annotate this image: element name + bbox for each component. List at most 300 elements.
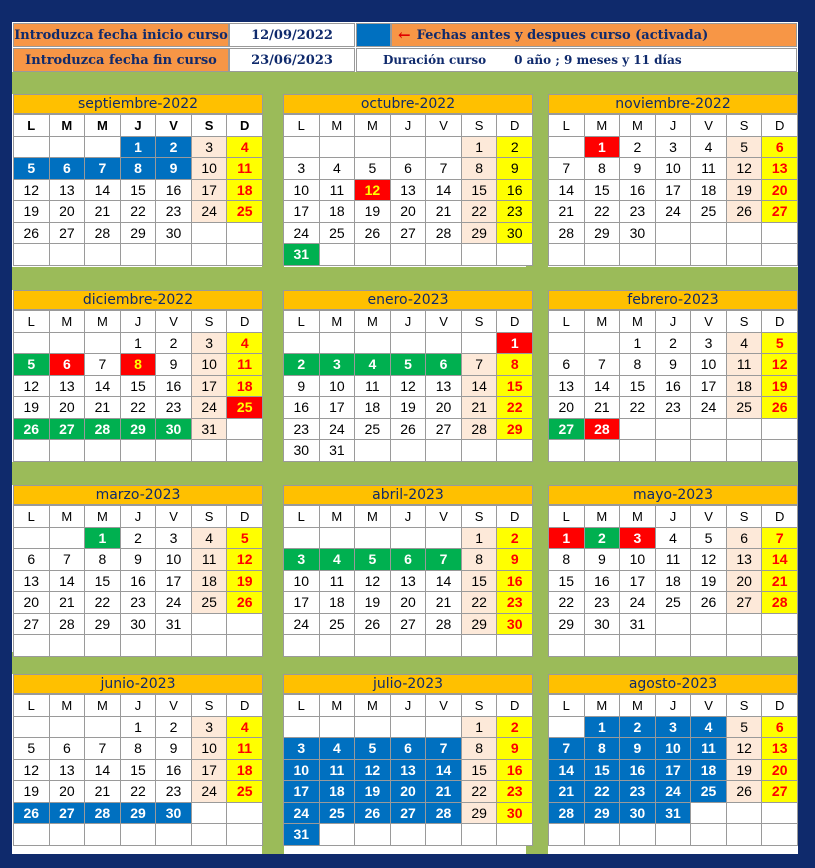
day-cell[interactable]: 21 — [549, 201, 585, 223]
day-cell[interactable]: 18 — [192, 571, 228, 593]
day-cell[interactable]: 19 — [391, 397, 427, 419]
day-cell[interactable]: 7 — [426, 158, 462, 180]
day-cell[interactable]: 12 — [691, 549, 727, 571]
day-cell[interactable]: 28 — [50, 614, 86, 636]
day-cell[interactable]: 8 — [121, 158, 157, 180]
day-cell[interactable]: 15 — [462, 571, 498, 593]
day-cell[interactable]: 28 — [549, 803, 585, 825]
day-cell[interactable]: 10 — [691, 354, 727, 376]
day-cell[interactable]: 3 — [156, 528, 192, 550]
day-cell[interactable]: 23 — [497, 201, 533, 223]
day-cell[interactable]: 22 — [462, 201, 498, 223]
day-cell[interactable]: 27 — [426, 419, 462, 441]
day-cell[interactable]: 4 — [320, 549, 356, 571]
day-cell[interactable]: 30 — [497, 614, 533, 636]
day-cell[interactable]: 5 — [727, 717, 763, 739]
day-cell[interactable]: 29 — [497, 419, 533, 441]
day-cell[interactable]: 27 — [549, 419, 585, 441]
day-cell[interactable]: 24 — [691, 397, 727, 419]
day-cell[interactable]: 28 — [85, 419, 121, 441]
day-cell[interactable]: 6 — [50, 158, 86, 180]
day-cell[interactable]: 3 — [656, 717, 692, 739]
day-cell[interactable]: 12 — [355, 760, 391, 782]
day-cell[interactable]: 4 — [320, 158, 356, 180]
day-cell[interactable]: 25 — [227, 397, 263, 419]
day-cell[interactable]: 1 — [620, 333, 656, 355]
day-cell[interactable]: 11 — [691, 158, 727, 180]
day-cell[interactable]: 7 — [549, 158, 585, 180]
day-cell[interactable]: 26 — [14, 223, 50, 245]
day-cell[interactable]: 18 — [320, 592, 356, 614]
day-cell[interactable]: 17 — [284, 592, 320, 614]
day-cell[interactable]: 2 — [497, 137, 533, 159]
day-cell[interactable]: 27 — [50, 223, 86, 245]
day-cell[interactable]: 25 — [192, 592, 228, 614]
day-cell[interactable]: 20 — [727, 571, 763, 593]
day-cell[interactable]: 23 — [156, 201, 192, 223]
day-cell[interactable]: 13 — [762, 738, 798, 760]
day-cell[interactable]: 18 — [227, 760, 263, 782]
day-cell[interactable]: 17 — [192, 180, 228, 202]
day-cell[interactable]: 28 — [585, 419, 621, 441]
day-cell[interactable]: 19 — [762, 376, 798, 398]
day-cell[interactable]: 9 — [585, 549, 621, 571]
day-cell[interactable]: 25 — [227, 201, 263, 223]
day-cell[interactable]: 1 — [585, 137, 621, 159]
day-cell[interactable]: 16 — [156, 760, 192, 782]
day-cell[interactable]: 26 — [391, 419, 427, 441]
day-cell[interactable]: 15 — [462, 180, 498, 202]
day-cell[interactable]: 20 — [762, 760, 798, 782]
day-cell[interactable]: 26 — [227, 592, 263, 614]
day-cell[interactable]: 18 — [691, 760, 727, 782]
day-cell[interactable]: 12 — [14, 760, 50, 782]
day-cell[interactable]: 18 — [355, 397, 391, 419]
day-cell[interactable]: 14 — [85, 376, 121, 398]
day-cell[interactable]: 2 — [585, 528, 621, 550]
day-cell[interactable]: 2 — [156, 137, 192, 159]
day-cell[interactable]: 12 — [391, 376, 427, 398]
day-cell[interactable]: 15 — [620, 376, 656, 398]
day-cell[interactable]: 27 — [762, 201, 798, 223]
day-cell[interactable]: 23 — [156, 397, 192, 419]
day-cell[interactable]: 30 — [620, 223, 656, 245]
day-cell[interactable]: 5 — [355, 549, 391, 571]
day-cell[interactable]: 18 — [656, 571, 692, 593]
day-cell[interactable]: 17 — [284, 201, 320, 223]
day-cell[interactable]: 21 — [549, 781, 585, 803]
day-cell[interactable]: 23 — [156, 781, 192, 803]
day-cell[interactable]: 12 — [14, 376, 50, 398]
day-cell[interactable]: 3 — [284, 738, 320, 760]
day-cell[interactable]: 2 — [620, 137, 656, 159]
day-cell[interactable]: 25 — [656, 592, 692, 614]
day-cell[interactable]: 2 — [121, 528, 157, 550]
day-cell[interactable]: 29 — [462, 614, 498, 636]
day-cell[interactable]: 22 — [620, 397, 656, 419]
day-cell[interactable]: 29 — [462, 803, 498, 825]
day-cell[interactable]: 22 — [121, 781, 157, 803]
day-cell[interactable]: 15 — [85, 571, 121, 593]
day-cell[interactable]: 16 — [497, 571, 533, 593]
day-cell[interactable]: 25 — [227, 781, 263, 803]
day-cell[interactable]: 20 — [549, 397, 585, 419]
day-cell[interactable]: 8 — [85, 549, 121, 571]
day-cell[interactable]: 11 — [320, 760, 356, 782]
day-cell[interactable]: 2 — [284, 354, 320, 376]
day-cell[interactable]: 28 — [462, 419, 498, 441]
day-cell[interactable]: 1 — [585, 717, 621, 739]
day-cell[interactable]: 10 — [320, 376, 356, 398]
day-cell[interactable]: 6 — [391, 158, 427, 180]
day-cell[interactable]: 25 — [320, 803, 356, 825]
day-cell[interactable]: 5 — [14, 738, 50, 760]
day-cell[interactable]: 10 — [284, 571, 320, 593]
day-cell[interactable]: 8 — [121, 354, 157, 376]
day-cell[interactable]: 24 — [320, 419, 356, 441]
day-cell[interactable]: 31 — [156, 614, 192, 636]
day-cell[interactable]: 16 — [497, 180, 533, 202]
day-cell[interactable]: 26 — [691, 592, 727, 614]
day-cell[interactable]: 27 — [727, 592, 763, 614]
day-cell[interactable]: 14 — [426, 760, 462, 782]
day-cell[interactable]: 11 — [727, 354, 763, 376]
day-cell[interactable]: 12 — [727, 738, 763, 760]
day-cell[interactable]: 12 — [355, 180, 391, 202]
day-cell[interactable]: 8 — [585, 738, 621, 760]
day-cell[interactable]: 17 — [656, 180, 692, 202]
day-cell[interactable]: 8 — [462, 158, 498, 180]
day-cell[interactable]: 24 — [192, 781, 228, 803]
day-cell[interactable]: 24 — [656, 201, 692, 223]
day-cell[interactable]: 31 — [620, 614, 656, 636]
day-cell[interactable]: 2 — [156, 333, 192, 355]
day-cell[interactable]: 6 — [50, 354, 86, 376]
day-cell[interactable]: 25 — [320, 223, 356, 245]
day-cell[interactable]: 28 — [426, 614, 462, 636]
day-cell[interactable]: 19 — [14, 781, 50, 803]
day-cell[interactable]: 7 — [85, 354, 121, 376]
day-cell[interactable]: 10 — [656, 158, 692, 180]
day-cell[interactable]: 18 — [320, 781, 356, 803]
day-cell[interactable]: 18 — [727, 376, 763, 398]
day-cell[interactable]: 20 — [391, 781, 427, 803]
day-cell[interactable]: 25 — [691, 201, 727, 223]
day-cell[interactable]: 4 — [656, 528, 692, 550]
day-cell[interactable]: 14 — [549, 180, 585, 202]
day-cell[interactable]: 13 — [50, 180, 86, 202]
day-cell[interactable]: 19 — [355, 201, 391, 223]
day-cell[interactable]: 22 — [462, 781, 498, 803]
day-cell[interactable]: 10 — [656, 738, 692, 760]
day-cell[interactable]: 6 — [549, 354, 585, 376]
day-cell[interactable]: 5 — [355, 738, 391, 760]
day-cell[interactable]: 17 — [192, 376, 228, 398]
day-cell[interactable]: 24 — [656, 781, 692, 803]
day-cell[interactable]: 27 — [391, 614, 427, 636]
day-cell[interactable]: 9 — [497, 549, 533, 571]
day-cell[interactable]: 22 — [497, 397, 533, 419]
day-cell[interactable]: 5 — [14, 158, 50, 180]
day-cell[interactable]: 2 — [497, 528, 533, 550]
day-cell[interactable]: 19 — [727, 760, 763, 782]
day-cell[interactable]: 20 — [762, 180, 798, 202]
day-cell[interactable]: 20 — [426, 397, 462, 419]
day-cell[interactable]: 27 — [50, 803, 86, 825]
day-cell[interactable]: 6 — [762, 137, 798, 159]
day-cell[interactable]: 13 — [50, 376, 86, 398]
day-cell[interactable]: 23 — [284, 419, 320, 441]
day-cell[interactable]: 29 — [549, 614, 585, 636]
day-cell[interactable]: 1 — [462, 528, 498, 550]
day-cell[interactable]: 20 — [50, 397, 86, 419]
day-cell[interactable]: 25 — [727, 397, 763, 419]
day-cell[interactable]: 22 — [121, 201, 157, 223]
day-cell[interactable]: 1 — [121, 333, 157, 355]
day-cell[interactable]: 21 — [426, 592, 462, 614]
day-cell[interactable]: 29 — [121, 803, 157, 825]
day-cell[interactable]: 6 — [727, 528, 763, 550]
day-cell[interactable]: 11 — [355, 376, 391, 398]
day-cell[interactable]: 27 — [50, 419, 86, 441]
day-cell[interactable]: 13 — [391, 760, 427, 782]
day-cell[interactable]: 3 — [192, 333, 228, 355]
day-cell[interactable]: 23 — [121, 592, 157, 614]
day-cell[interactable]: 26 — [355, 803, 391, 825]
day-cell[interactable]: 13 — [549, 376, 585, 398]
day-cell[interactable]: 1 — [85, 528, 121, 550]
day-cell[interactable]: 1 — [462, 137, 498, 159]
day-cell[interactable]: 12 — [14, 180, 50, 202]
day-cell[interactable]: 21 — [462, 397, 498, 419]
day-cell[interactable]: 19 — [727, 180, 763, 202]
day-cell[interactable]: 14 — [585, 376, 621, 398]
day-cell[interactable]: 21 — [426, 201, 462, 223]
day-cell[interactable]: 6 — [391, 738, 427, 760]
day-cell[interactable]: 10 — [192, 354, 228, 376]
day-cell[interactable]: 22 — [585, 781, 621, 803]
day-cell[interactable]: 2 — [620, 717, 656, 739]
day-cell[interactable]: 26 — [14, 803, 50, 825]
day-cell[interactable]: 13 — [391, 180, 427, 202]
day-cell[interactable]: 17 — [620, 571, 656, 593]
day-cell[interactable]: 17 — [691, 376, 727, 398]
day-cell[interactable]: 9 — [156, 158, 192, 180]
day-cell[interactable]: 19 — [355, 781, 391, 803]
day-cell[interactable]: 10 — [192, 738, 228, 760]
day-cell[interactable]: 29 — [85, 614, 121, 636]
day-cell[interactable]: 5 — [762, 333, 798, 355]
day-cell[interactable]: 18 — [227, 180, 263, 202]
day-cell[interactable]: 28 — [85, 223, 121, 245]
day-cell[interactable]: 3 — [284, 158, 320, 180]
day-cell[interactable]: 20 — [50, 201, 86, 223]
day-cell[interactable]: 22 — [549, 592, 585, 614]
day-cell[interactable]: 12 — [355, 571, 391, 593]
day-cell[interactable]: 31 — [192, 419, 228, 441]
day-cell[interactable]: 23 — [656, 397, 692, 419]
day-cell[interactable]: 7 — [585, 354, 621, 376]
day-cell[interactable]: 3 — [284, 549, 320, 571]
day-cell[interactable]: 31 — [320, 440, 356, 462]
day-cell[interactable]: 21 — [426, 781, 462, 803]
day-cell[interactable]: 19 — [355, 592, 391, 614]
day-cell[interactable]: 15 — [549, 571, 585, 593]
day-cell[interactable]: 1 — [497, 333, 533, 355]
day-cell[interactable]: 24 — [620, 592, 656, 614]
day-cell[interactable]: 26 — [727, 201, 763, 223]
day-cell[interactable]: 27 — [391, 223, 427, 245]
day-cell[interactable]: 4 — [227, 333, 263, 355]
day-cell[interactable]: 5 — [227, 528, 263, 550]
day-cell[interactable]: 7 — [762, 528, 798, 550]
day-cell[interactable]: 30 — [585, 614, 621, 636]
day-cell[interactable]: 8 — [497, 354, 533, 376]
day-cell[interactable]: 10 — [620, 549, 656, 571]
day-cell[interactable]: 7 — [50, 549, 86, 571]
day-cell[interactable]: 23 — [497, 592, 533, 614]
day-cell[interactable]: 11 — [227, 738, 263, 760]
day-cell[interactable]: 28 — [549, 223, 585, 245]
day-cell[interactable]: 17 — [284, 781, 320, 803]
day-cell[interactable]: 24 — [284, 614, 320, 636]
day-cell[interactable]: 15 — [462, 760, 498, 782]
day-cell[interactable]: 16 — [620, 180, 656, 202]
day-cell[interactable]: 30 — [284, 440, 320, 462]
day-cell[interactable]: 30 — [156, 419, 192, 441]
day-cell[interactable]: 16 — [620, 760, 656, 782]
day-cell[interactable]: 3 — [691, 333, 727, 355]
day-cell[interactable]: 4 — [227, 717, 263, 739]
day-cell[interactable]: 4 — [355, 354, 391, 376]
day-cell[interactable]: 4 — [227, 137, 263, 159]
day-cell[interactable]: 2 — [156, 717, 192, 739]
day-cell[interactable]: 29 — [585, 803, 621, 825]
day-cell[interactable]: 9 — [121, 549, 157, 571]
day-cell[interactable]: 14 — [462, 376, 498, 398]
day-cell[interactable]: 19 — [14, 397, 50, 419]
day-cell[interactable]: 8 — [620, 354, 656, 376]
day-cell[interactable]: 30 — [497, 803, 533, 825]
day-cell[interactable]: 9 — [497, 738, 533, 760]
day-cell[interactable]: 31 — [656, 803, 692, 825]
day-cell[interactable]: 13 — [391, 571, 427, 593]
day-cell[interactable]: 9 — [156, 354, 192, 376]
day-cell[interactable]: 4 — [691, 717, 727, 739]
day-cell[interactable]: 13 — [50, 760, 86, 782]
day-cell[interactable]: 8 — [462, 738, 498, 760]
day-cell[interactable]: 23 — [620, 781, 656, 803]
day-cell[interactable]: 9 — [156, 738, 192, 760]
day-cell[interactable]: 10 — [192, 158, 228, 180]
day-cell[interactable]: 12 — [727, 158, 763, 180]
day-cell[interactable]: 5 — [691, 528, 727, 550]
day-cell[interactable]: 10 — [284, 180, 320, 202]
day-cell[interactable]: 29 — [121, 419, 157, 441]
day-cell[interactable]: 30 — [620, 803, 656, 825]
day-cell[interactable]: 8 — [549, 549, 585, 571]
day-cell[interactable]: 26 — [355, 223, 391, 245]
day-cell[interactable]: 9 — [497, 158, 533, 180]
day-cell[interactable]: 20 — [50, 781, 86, 803]
day-cell[interactable]: 26 — [14, 419, 50, 441]
day-cell[interactable]: 14 — [426, 571, 462, 593]
day-cell[interactable]: 9 — [656, 354, 692, 376]
day-cell[interactable]: 15 — [121, 180, 157, 202]
day-cell[interactable]: 14 — [549, 760, 585, 782]
day-cell[interactable]: 11 — [320, 180, 356, 202]
day-cell[interactable]: 8 — [121, 738, 157, 760]
day-cell[interactable]: 19 — [227, 571, 263, 593]
day-cell[interactable]: 1 — [121, 137, 157, 159]
day-cell[interactable]: 23 — [497, 781, 533, 803]
day-cell[interactable]: 11 — [656, 549, 692, 571]
day-cell[interactable]: 30 — [156, 803, 192, 825]
day-cell[interactable]: 30 — [497, 223, 533, 245]
day-cell[interactable]: 29 — [462, 223, 498, 245]
day-cell[interactable]: 1 — [121, 717, 157, 739]
day-cell[interactable]: 9 — [620, 158, 656, 180]
day-cell[interactable]: 24 — [192, 201, 228, 223]
day-cell[interactable]: 18 — [691, 180, 727, 202]
day-cell[interactable]: 30 — [156, 223, 192, 245]
day-cell[interactable]: 16 — [156, 376, 192, 398]
day-cell[interactable]: 3 — [656, 137, 692, 159]
day-cell[interactable]: 11 — [227, 158, 263, 180]
day-cell[interactable]: 16 — [121, 571, 157, 593]
day-cell[interactable]: 26 — [762, 397, 798, 419]
day-cell[interactable]: 27 — [14, 614, 50, 636]
day-cell[interactable]: 19 — [691, 571, 727, 593]
day-cell[interactable]: 27 — [391, 803, 427, 825]
day-cell[interactable]: 14 — [85, 760, 121, 782]
day-cell[interactable]: 7 — [426, 549, 462, 571]
day-cell[interactable]: 3 — [620, 528, 656, 550]
day-cell[interactable]: 3 — [320, 354, 356, 376]
day-cell[interactable]: 28 — [762, 592, 798, 614]
day-cell[interactable]: 26 — [355, 614, 391, 636]
day-cell[interactable]: 29 — [585, 223, 621, 245]
day-cell[interactable]: 17 — [156, 571, 192, 593]
day-cell[interactable]: 15 — [121, 760, 157, 782]
day-cell[interactable]: 19 — [14, 201, 50, 223]
day-cell[interactable]: 16 — [284, 397, 320, 419]
end-date-input[interactable]: 23/06/2023 — [229, 48, 355, 72]
day-cell[interactable]: 16 — [497, 760, 533, 782]
day-cell[interactable]: 11 — [227, 354, 263, 376]
day-cell[interactable]: 21 — [50, 592, 86, 614]
day-cell[interactable]: 7 — [85, 158, 121, 180]
day-cell[interactable]: 28 — [85, 803, 121, 825]
day-cell[interactable]: 10 — [156, 549, 192, 571]
day-cell[interactable]: 13 — [14, 571, 50, 593]
day-cell[interactable]: 9 — [620, 738, 656, 760]
day-cell[interactable]: 15 — [585, 180, 621, 202]
day-cell[interactable]: 20 — [14, 592, 50, 614]
day-cell[interactable]: 8 — [585, 158, 621, 180]
day-cell[interactable]: 23 — [620, 201, 656, 223]
day-cell[interactable]: 11 — [691, 738, 727, 760]
day-cell[interactable]: 5 — [727, 137, 763, 159]
day-cell[interactable]: 14 — [762, 549, 798, 571]
day-cell[interactable]: 4 — [320, 738, 356, 760]
day-cell[interactable]: 16 — [156, 180, 192, 202]
day-cell[interactable]: 25 — [691, 781, 727, 803]
day-cell[interactable]: 12 — [762, 354, 798, 376]
day-cell[interactable]: 6 — [391, 549, 427, 571]
day-cell[interactable]: 6 — [426, 354, 462, 376]
day-cell[interactable]: 21 — [762, 571, 798, 593]
